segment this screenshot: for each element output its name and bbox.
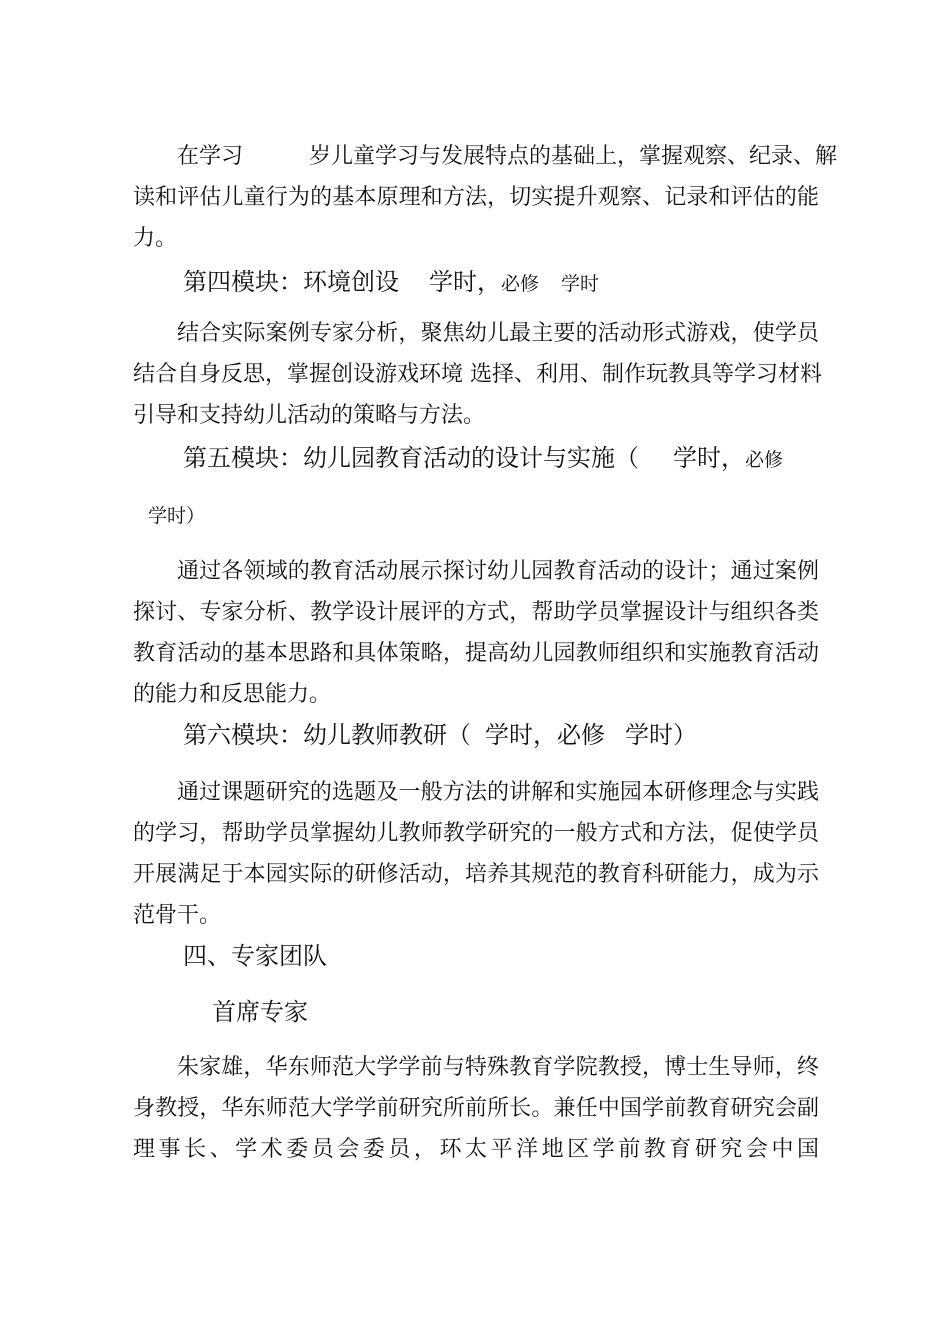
paragraph-line: 教育活动的基本思路和具体策略，提高幼儿园教师组织和实施教育活动: [133, 641, 819, 666]
paragraph-line: 身教授，华东师范大学学前研究所前所长。兼任中国学前教育研究会副: [133, 1096, 819, 1121]
text-segment: 在学习: [177, 144, 244, 169]
paragraph-line: 通过课题研究的选题及一般方法的讲解和实施园本研修理念与实践: [177, 780, 819, 805]
paragraph-line: 结合自身反思，掌握创设游戏环境 选择、利用、制作玩教具等学习材料: [133, 362, 822, 387]
module-5-heading: [183, 438, 783, 473]
module-required: 必修: [501, 273, 540, 295]
text-segment: 岁儿童学习与发展特点的基础上，掌握观察、纪录、解: [309, 144, 838, 169]
paragraph-line: 的学习，帮助学员掌握幼儿教师教学研究的一般方式和方法，促使学员: [133, 821, 819, 846]
paragraph-line: 开展满足于本园实际的研修活动，培养其规范的教育科研能力，成为示: [133, 862, 819, 887]
module-6-heading: [183, 715, 697, 750]
paragraph-line: 引导和支持幼儿活动的策略与方法。: [133, 403, 486, 428]
paragraph-research: [133, 772, 819, 936]
text-segment: 中国: [771, 1137, 819, 1162]
section-heading: 四、专家团队: [183, 942, 327, 970]
paragraph-line: 力。: [133, 226, 178, 251]
paragraph-line: [133, 136, 838, 177]
paragraph-line: 范骨干。: [133, 903, 222, 928]
paragraph-expert: [133, 1047, 819, 1170]
paragraph-line: [133, 1129, 819, 1170]
paragraph-line: 读和评估儿童行为的基本原理和方法，切实提升观察、记录和评估的能: [133, 185, 819, 210]
text-segment: 理事长、学术委员会委员，环太平洋地区学前教育研究会: [133, 1137, 772, 1162]
paragraph-line: 探讨、专家分析、教学设计展评的方式，帮助学员掌握设计与组织各类: [133, 600, 819, 625]
module-required-hours: 学时）: [625, 721, 697, 749]
paragraph-line: 的能力和反思能力。: [133, 682, 332, 707]
module-required-hours: 学时: [561, 273, 600, 295]
module-hours: 学时，: [429, 268, 501, 296]
paragraph-activities: [133, 551, 819, 715]
paragraph-environment: [133, 313, 822, 436]
module-required: 必修: [745, 449, 784, 471]
module-hours: 学时，: [673, 444, 745, 472]
module-title: 第五模块：幼儿园教育活动的设计与实施（: [183, 444, 639, 472]
module-title: 第六模块：幼儿教师教研（: [183, 721, 471, 749]
paragraph-line: 朱家雄，华东师范大学学前与特殊教育学院教授，博士生导师，终: [177, 1055, 819, 1080]
module-5-heading-continued: [148, 500, 205, 528]
paragraph-line: 通过各领域的教育活动展示探讨幼儿园教育活动的设计；通过案例: [177, 559, 819, 584]
module-title: 第四模块：环境创设: [183, 268, 399, 296]
module-hours: 学时，必修: [485, 721, 605, 749]
module-required-hours: 学时）: [148, 505, 206, 527]
paragraph-line: 结合实际案例专家分析，聚焦幼儿最主要的活动形式游戏，使学员: [177, 321, 819, 346]
subsection-heading: 首席专家: [212, 998, 308, 1026]
paragraph-observation: [133, 136, 838, 259]
module-4-heading: [183, 262, 599, 297]
